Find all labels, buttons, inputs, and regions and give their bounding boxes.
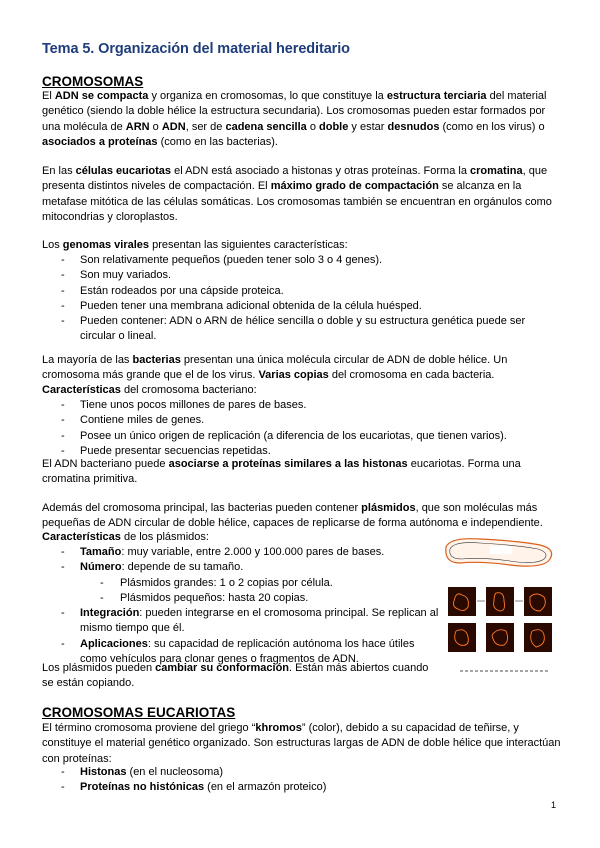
list-item: - Puede presentar secuencias repetidas. [42,444,562,459]
list-item: - Pueden tener una membrana adicional obtenida de la célula huésped. [42,299,562,314]
paragraph-conformacion: Los plásmidos pueden cambiar su conformación. Están más abiertos cuando se están copiando. [42,662,429,690]
page-number: 1 [551,800,557,810]
list-bacterial-chromosome [42,398,562,459]
list-plasmid-characteristics [42,545,442,667]
paragraph-plasmidos: Además del cromosoma principal, las bacterias pueden contener plásmidos, que son moléculas más pequeñas de ADN circular de doble hélice, capaces de replicarse de forma autónoma e independiente. [42,502,543,530]
list-item: - Contiene miles de genes. [42,413,562,428]
list-item: - Tamaño: muy variable, entre 2.000 y 100.000 pares de bases. [42,545,442,560]
list-viral-characteristics [42,253,562,345]
plasmid-micrograph-figure [440,535,560,685]
document-title: Tema 5. Organización del material hereditario [42,41,350,57]
paragraph-bacterias: La mayoría de las bacterias presentan una única molécula circular de ADN de doble hélice. Un cromosoma más grande que el de los virus. Varias copias del cromosoma en cada bacteria. [42,354,508,382]
paragraph-adn-compactacion: El ADN se compacta y organiza en cromosomas, lo que constituye la estructura terciaria del material genético (siendo la doble hélice la estructura secundaria). Los cromosomas pueden estar formados por una molécula de ARN o ADN, ser de cadena sencilla o doble y estar desnudos (como en los virus) o asociados a proteínas (como en las bacterias). [42,90,547,148]
list-item: - Tiene unos pocos millones de pares de bases. [42,398,562,413]
paragraph-asociarse-proteinas: El ADN bacteriano puede asociarse a proteínas similares a las histonas eucariotas. Forma una cromatina primitiva. [42,458,521,486]
list-item: - Aplicaciones: su capacidad de replicación autónoma los hace útiles como vehículos para clonar genes o fragmentos de ADN. [42,637,442,668]
list-item: - Integración: pueden integrarse en el cromosoma principal. Se replican al mismo tiempo que él. [42,606,442,637]
list-item: - Posee un único origen de replicación (a diferencia de los eucariotas, que tienen varios). [42,429,562,444]
paragraph-caracteristicas-plasmidos: Características de los plásmidos: [42,531,209,543]
paragraph-khromos: El término cromosoma proviene del griego “khromos” (color), debido a su capacidad de teñirse, y constituye el material genético organizado. Son estructuras largas de ADN de doble hélice que interactúan con proteínas: [42,722,561,765]
paragraph-celulas-eucariotas: En las células eucariotas el ADN está asociado a histonas y otras proteínas. Forma la cromatina, que presenta distintos niveles de compactación. El máximo grado de compactación se alcanza en la metafase mitótica de las células somáticas. Los cromosomas también se encuentran en orgánulos como mitocondrias y cloroplastos. [42,165,552,223]
list-item: - Proteínas no histónicas (en el armazón proteico) [42,780,562,795]
section-heading-cromosomas-eucariotas: CROMOSOMAS EUCARIOTAS [42,705,236,720]
list-item: - Plásmidos pequeños: hasta 20 copias. [42,591,442,606]
list-item: - Son relativamente pequeños (pueden tener solo 3 o 4 genes). [42,253,562,268]
list-item: - Están rodeados por una cápside proteica. [42,284,562,299]
list-item: - Número: depende de su tamaño. - Plásmidos grandes: 1 o 2 copias por célula. - Plásmidos pequeños: hasta 20 copias. [42,560,442,606]
list-item: - Histonas (en el nucleosoma) [42,765,562,780]
list-item: - Son muy variados. [42,268,562,283]
list-item: - Pueden contener: ADN o ARN de hélice sencilla o doble y su estructura genética puede ser circular o lineal. [42,314,562,345]
paragraph-genomas-virales: Los genomas virales presentan las siguientes características: [42,239,348,251]
section-heading-cromosomas: CROMOSOMAS [42,74,144,89]
paragraph-caracteristicas-bacteriano: Características del cromosoma bacteriano: [42,384,257,396]
plasmid-figure-image [440,535,560,685]
list-proteinas [42,765,562,796]
list-item: - Plásmidos grandes: 1 o 2 copias por célula. [42,576,442,591]
